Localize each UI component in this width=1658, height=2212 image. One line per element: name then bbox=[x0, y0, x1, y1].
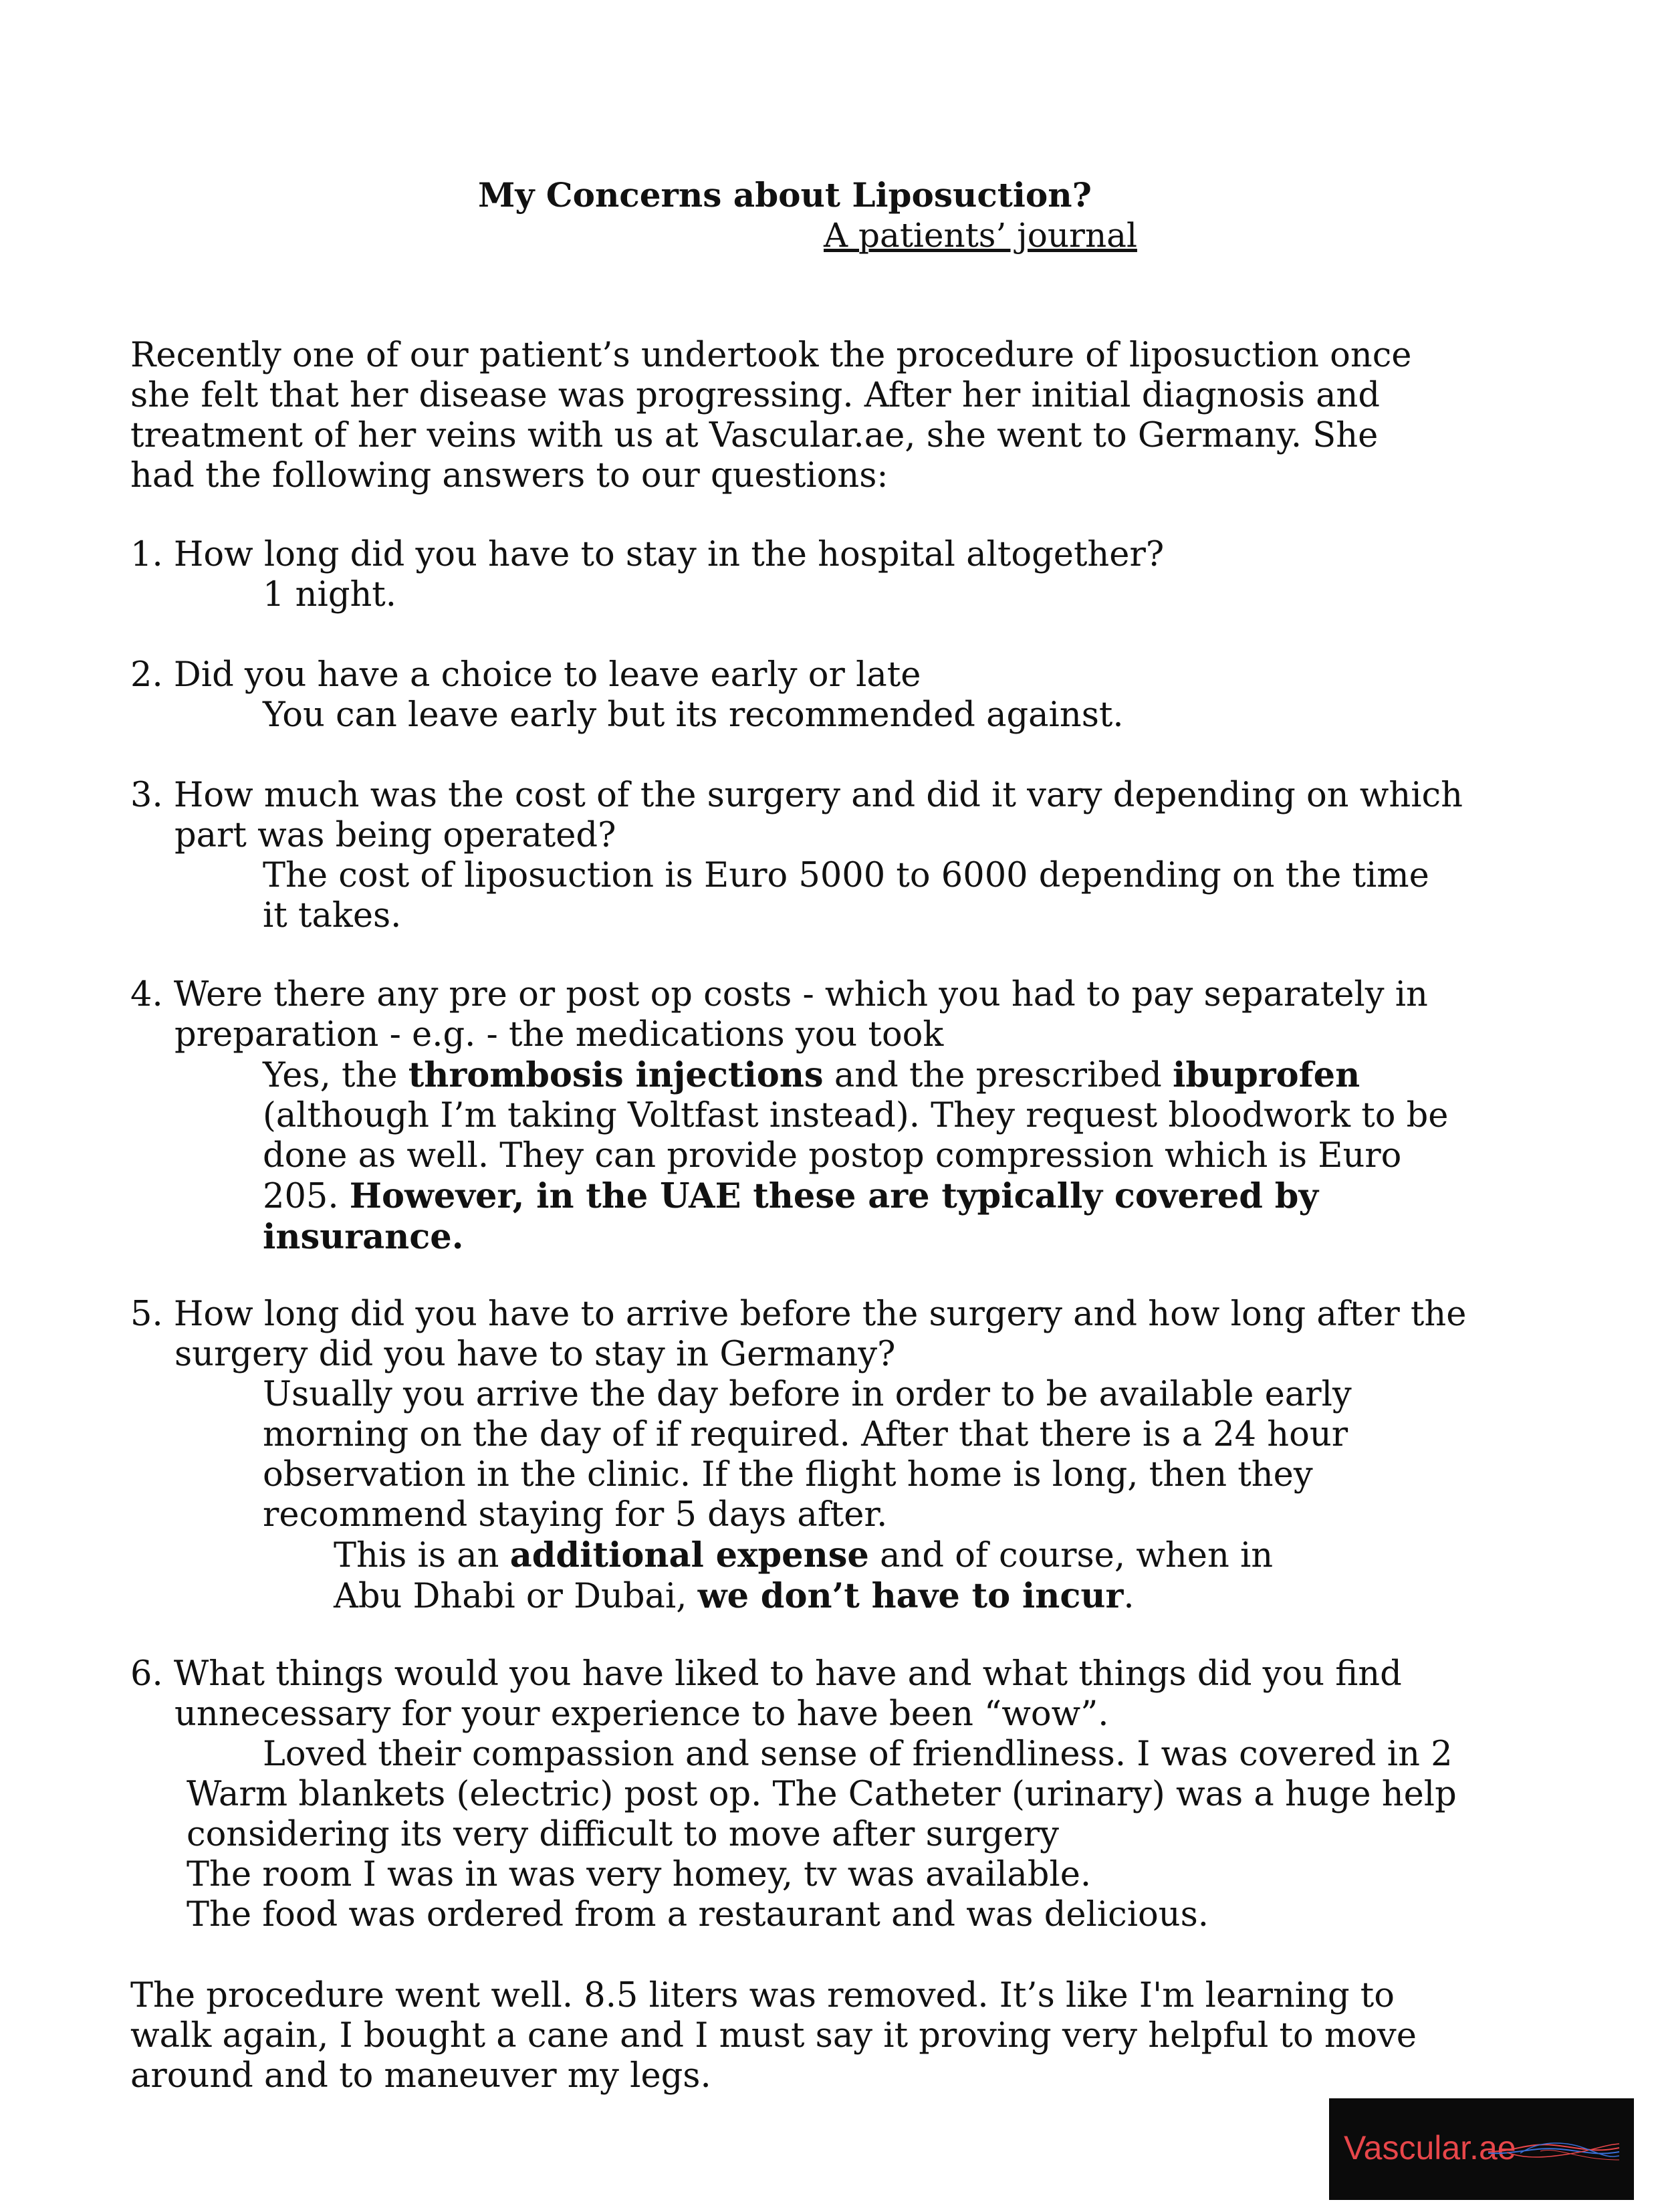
intro-line: treatment of her veins with us at Vascular.ae, she went to Germany. She bbox=[130, 416, 1379, 455]
answer-text: recommend staying for 5 days after. bbox=[263, 1495, 888, 1535]
question-text: 3. How much was the cost of the surgery and did it vary depending on which bbox=[130, 776, 1463, 815]
intro-line: Recently one of our patient’s undertook the procedure of liposuction once bbox=[130, 336, 1412, 375]
answer-text: Yes, the bbox=[263, 1056, 408, 1095]
closing-line: The procedure went well. 8.5 liters was removed. It’s like I'm learning to bbox=[130, 1976, 1395, 2015]
answer-text: observation in the clinic. If the flight home is long, then they bbox=[263, 1455, 1313, 1495]
answer-text: Loved their compassion and sense of friendliness. I was covered in 2 bbox=[263, 1735, 1453, 1774]
question-text: unnecessary for your experience to have been “wow”. bbox=[174, 1694, 1109, 1734]
question-6 bbox=[130, 1654, 1534, 1935]
answer-text: it takes. bbox=[263, 896, 402, 935]
answer-line bbox=[130, 1055, 1534, 1096]
question-text: part was being operated? bbox=[174, 816, 616, 855]
answer-emphasis: However, in the UAE these are typically covered by bbox=[349, 1176, 1318, 1216]
answer-text: (although I’m taking Voltfast instead). They request bloodwork to be bbox=[263, 1096, 1449, 1135]
question-text: 1. How long did you have to stay in the hospital altogether? bbox=[130, 535, 1165, 574]
answer-text: 205. bbox=[263, 1177, 350, 1216]
answer-emphasis: ibuprofen bbox=[1173, 1055, 1360, 1095]
answer-line bbox=[130, 1217, 1534, 1258]
answer-text: 1 night. bbox=[263, 575, 397, 615]
question-text: 5. How long did you have to arrive before the surgery and how long after the bbox=[130, 1295, 1467, 1334]
answer-emphasis: we don’t have to incur bbox=[697, 1576, 1124, 1616]
closing-line: walk again, I bought a cane and I must say it proving very helpful to move bbox=[130, 2016, 1417, 2056]
answer-text: The cost of liposuction is Euro 5000 to 6000 depending on the time bbox=[263, 856, 1429, 895]
answer-text: considering its very difficult to move after surgery bbox=[187, 1815, 1059, 1854]
question-text: 2. Did you have a choice to leave early or late bbox=[130, 655, 921, 695]
answer-line bbox=[130, 1176, 1534, 1217]
question-text: 6. What things would you have liked to have and what things did you find bbox=[130, 1654, 1402, 1694]
intro-paragraph bbox=[130, 336, 1454, 496]
intro-line: had the following answers to our questions: bbox=[130, 456, 889, 495]
answer-text: done as well. They can provide postop compression which is Euro bbox=[263, 1136, 1402, 1176]
question-2 bbox=[130, 655, 1534, 736]
answer-line bbox=[130, 1576, 1534, 1617]
answer-text: Usually you arrive the day before in order to be available early bbox=[263, 1375, 1352, 1414]
vascular-logo bbox=[1329, 2098, 1634, 2200]
intro-line: she felt that her disease was progressing. After her initial diagnosis and bbox=[130, 376, 1381, 415]
answer-text: morning on the day of if required. After that there is a 24 hour bbox=[263, 1415, 1348, 1454]
vein-lines-icon bbox=[1487, 2133, 1621, 2167]
answer-emphasis: thrombosis injections bbox=[408, 1055, 824, 1095]
question-text: preparation - e.g. - the medications you took bbox=[174, 1015, 944, 1055]
answer-text: You can leave early but its recommended against. bbox=[263, 695, 1124, 735]
question-4 bbox=[130, 975, 1534, 1258]
document-subtitle: A patients’ journal bbox=[824, 216, 1137, 255]
document-title: My Concerns about Liposuction? bbox=[478, 175, 1092, 215]
question-text: 4. Were there any pre or post op costs - which you had to pay separately in bbox=[130, 975, 1428, 1014]
question-3 bbox=[130, 776, 1534, 936]
answer-line bbox=[130, 1535, 1534, 1576]
question-text: surgery did you have to stay in Germany? bbox=[174, 1335, 896, 1374]
closing-paragraph bbox=[130, 1976, 1534, 2096]
answer-text: Abu Dhabi or Dubai, bbox=[334, 1577, 698, 1616]
closing-line: around and to maneuver my legs. bbox=[130, 2056, 711, 2096]
answer-emphasis: insurance. bbox=[263, 1217, 464, 1257]
question-5 bbox=[130, 1295, 1534, 1617]
answer-text: The room I was in was very homey, tv was available. bbox=[187, 1855, 1092, 1894]
answer-text: and the prescribed bbox=[823, 1056, 1173, 1095]
answer-text: Warm blankets (electric) post op. The Catheter (urinary) was a huge help bbox=[187, 1775, 1457, 1814]
answer-text: This is an bbox=[334, 1536, 510, 1575]
question-1 bbox=[130, 535, 1534, 615]
answer-emphasis: additional expense bbox=[509, 1535, 869, 1575]
answer-text: and of course, when in bbox=[868, 1536, 1274, 1575]
answer-text: . bbox=[1123, 1577, 1135, 1616]
answer-text: The food was ordered from a restaurant and was delicious. bbox=[187, 1895, 1209, 1934]
logo-text: Vascular.ae bbox=[1344, 2129, 1516, 2167]
